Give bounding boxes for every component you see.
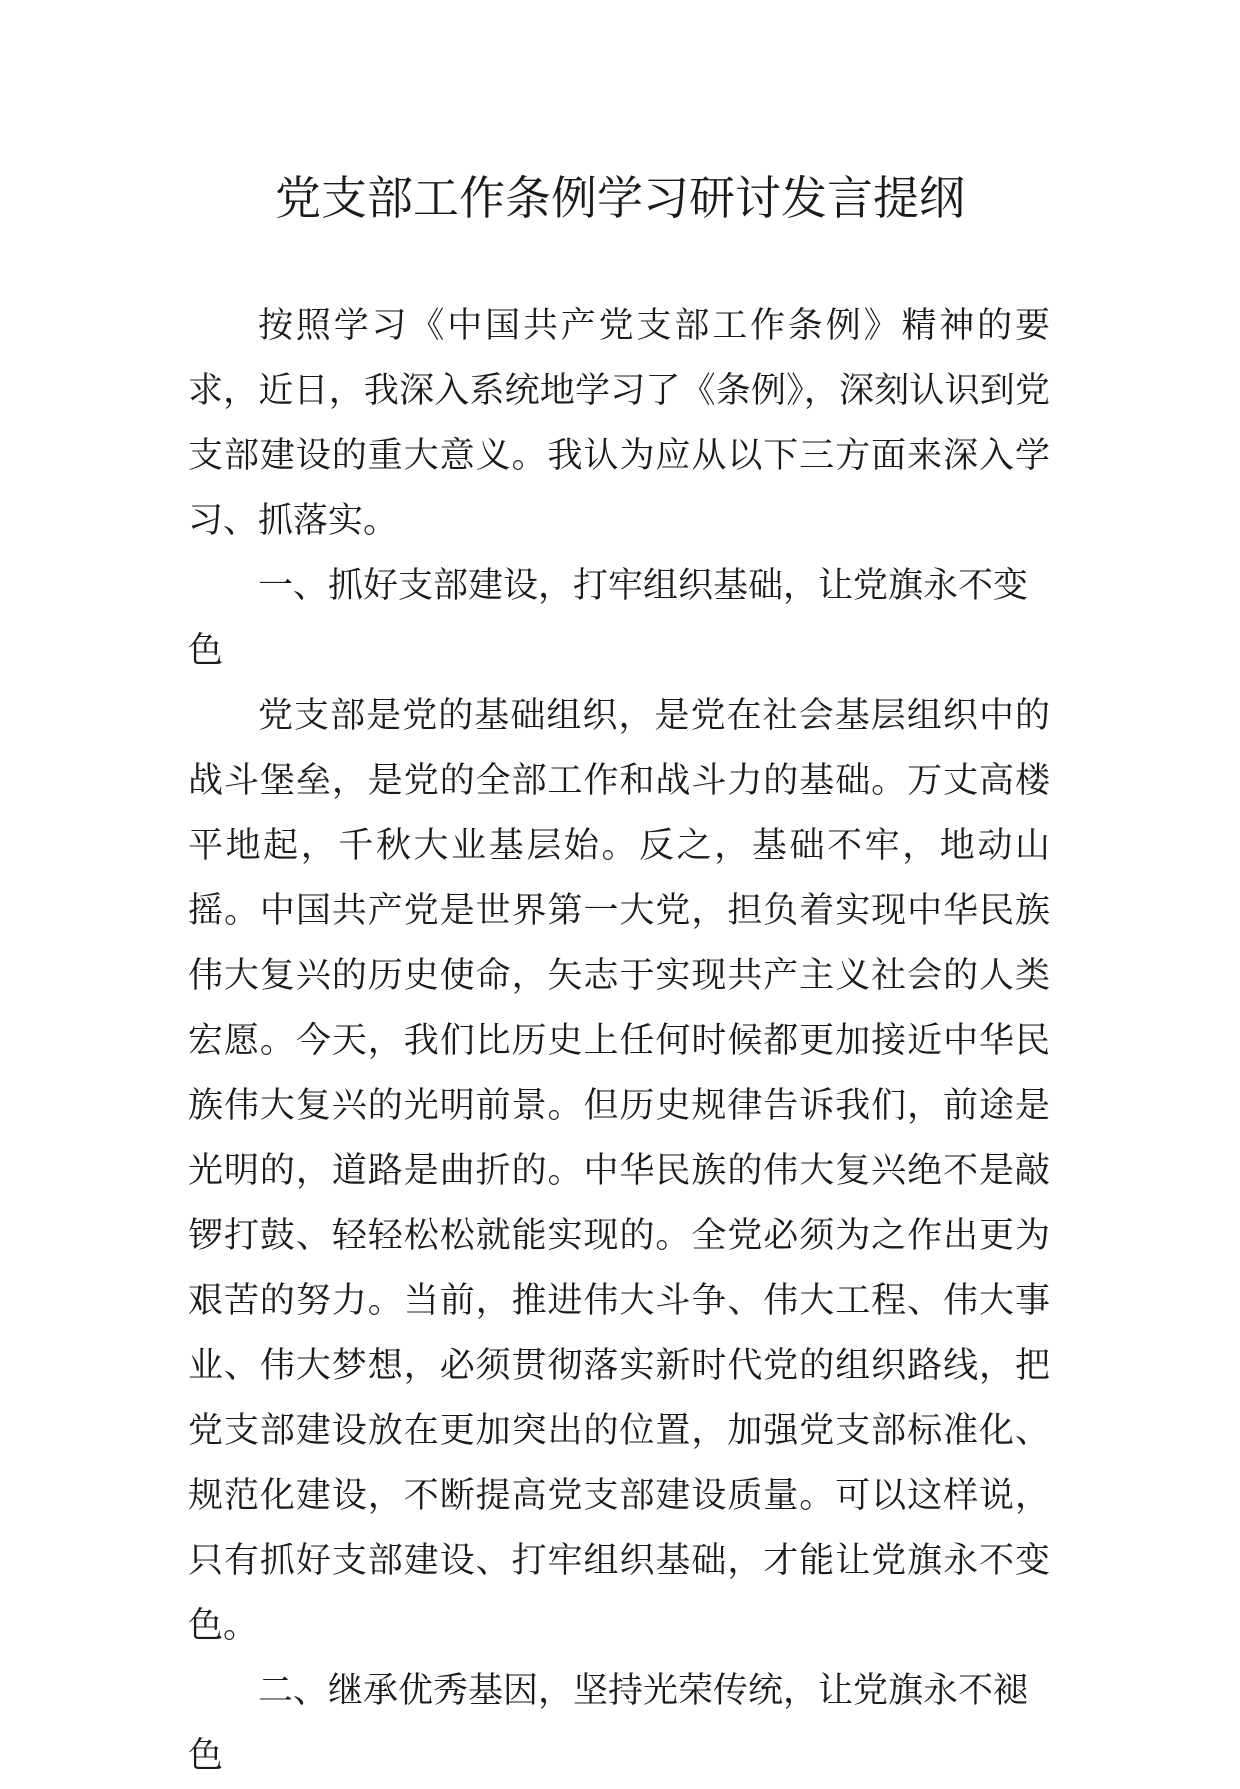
section-heading-2: 二、继承优秀基因，坚持光荣传统，让党旗永不褪色: [188, 1671, 1029, 1776]
section-1-paragraph: 党支部是党的基础组织，是党在社会基层组织中的战斗堡垒，是党的全部工作和战斗力的基础。万丈高楼平地起，千秋大业基层始。反之，基础不牢，地动山摇。中国共产党是世界第一大党，担负着实现中华民族伟大复兴的历史使命，矢志于实现共产主义社会的人类宏愿。今天，我们比历史上任何时候都更加接近中华民族伟大复兴的光明前景。但历史规律告诉我们，前途是光明的，道路是曲折的。中华民族的伟大复兴绝不是敲锣打鼓、轻轻松松就能实现的。全党必须为之作出更为艰苦的努力。当前，推进伟大斗争、伟大工程、伟大事业、伟大梦想，必须贯彻落实新时代党的组织路线，把党支部建设放在更加突出的位置，加强党支部标准化、规范化建设，不断提高党支部建设质量。可以这样说，只有抓好支部建设、打牢组织基础，才能让党旗永不变色。: [188, 696, 1050, 1646]
document-body: [188, 294, 1050, 1789]
intro-paragraph: 按照学习《中国共产党支部工作条例》精神的要求，近日，我深入系统地学习了《条例》，深刻认识到党支部建设的重大意义。我认为应从以下三方面来深入学习、抓落实。: [188, 306, 1050, 541]
document-title: 党支部工作条例学习研讨发言提纲: [275, 171, 965, 225]
section-heading-1: 一、抓好支部建设，打牢组织基础，让党旗永不变色: [188, 566, 1029, 671]
